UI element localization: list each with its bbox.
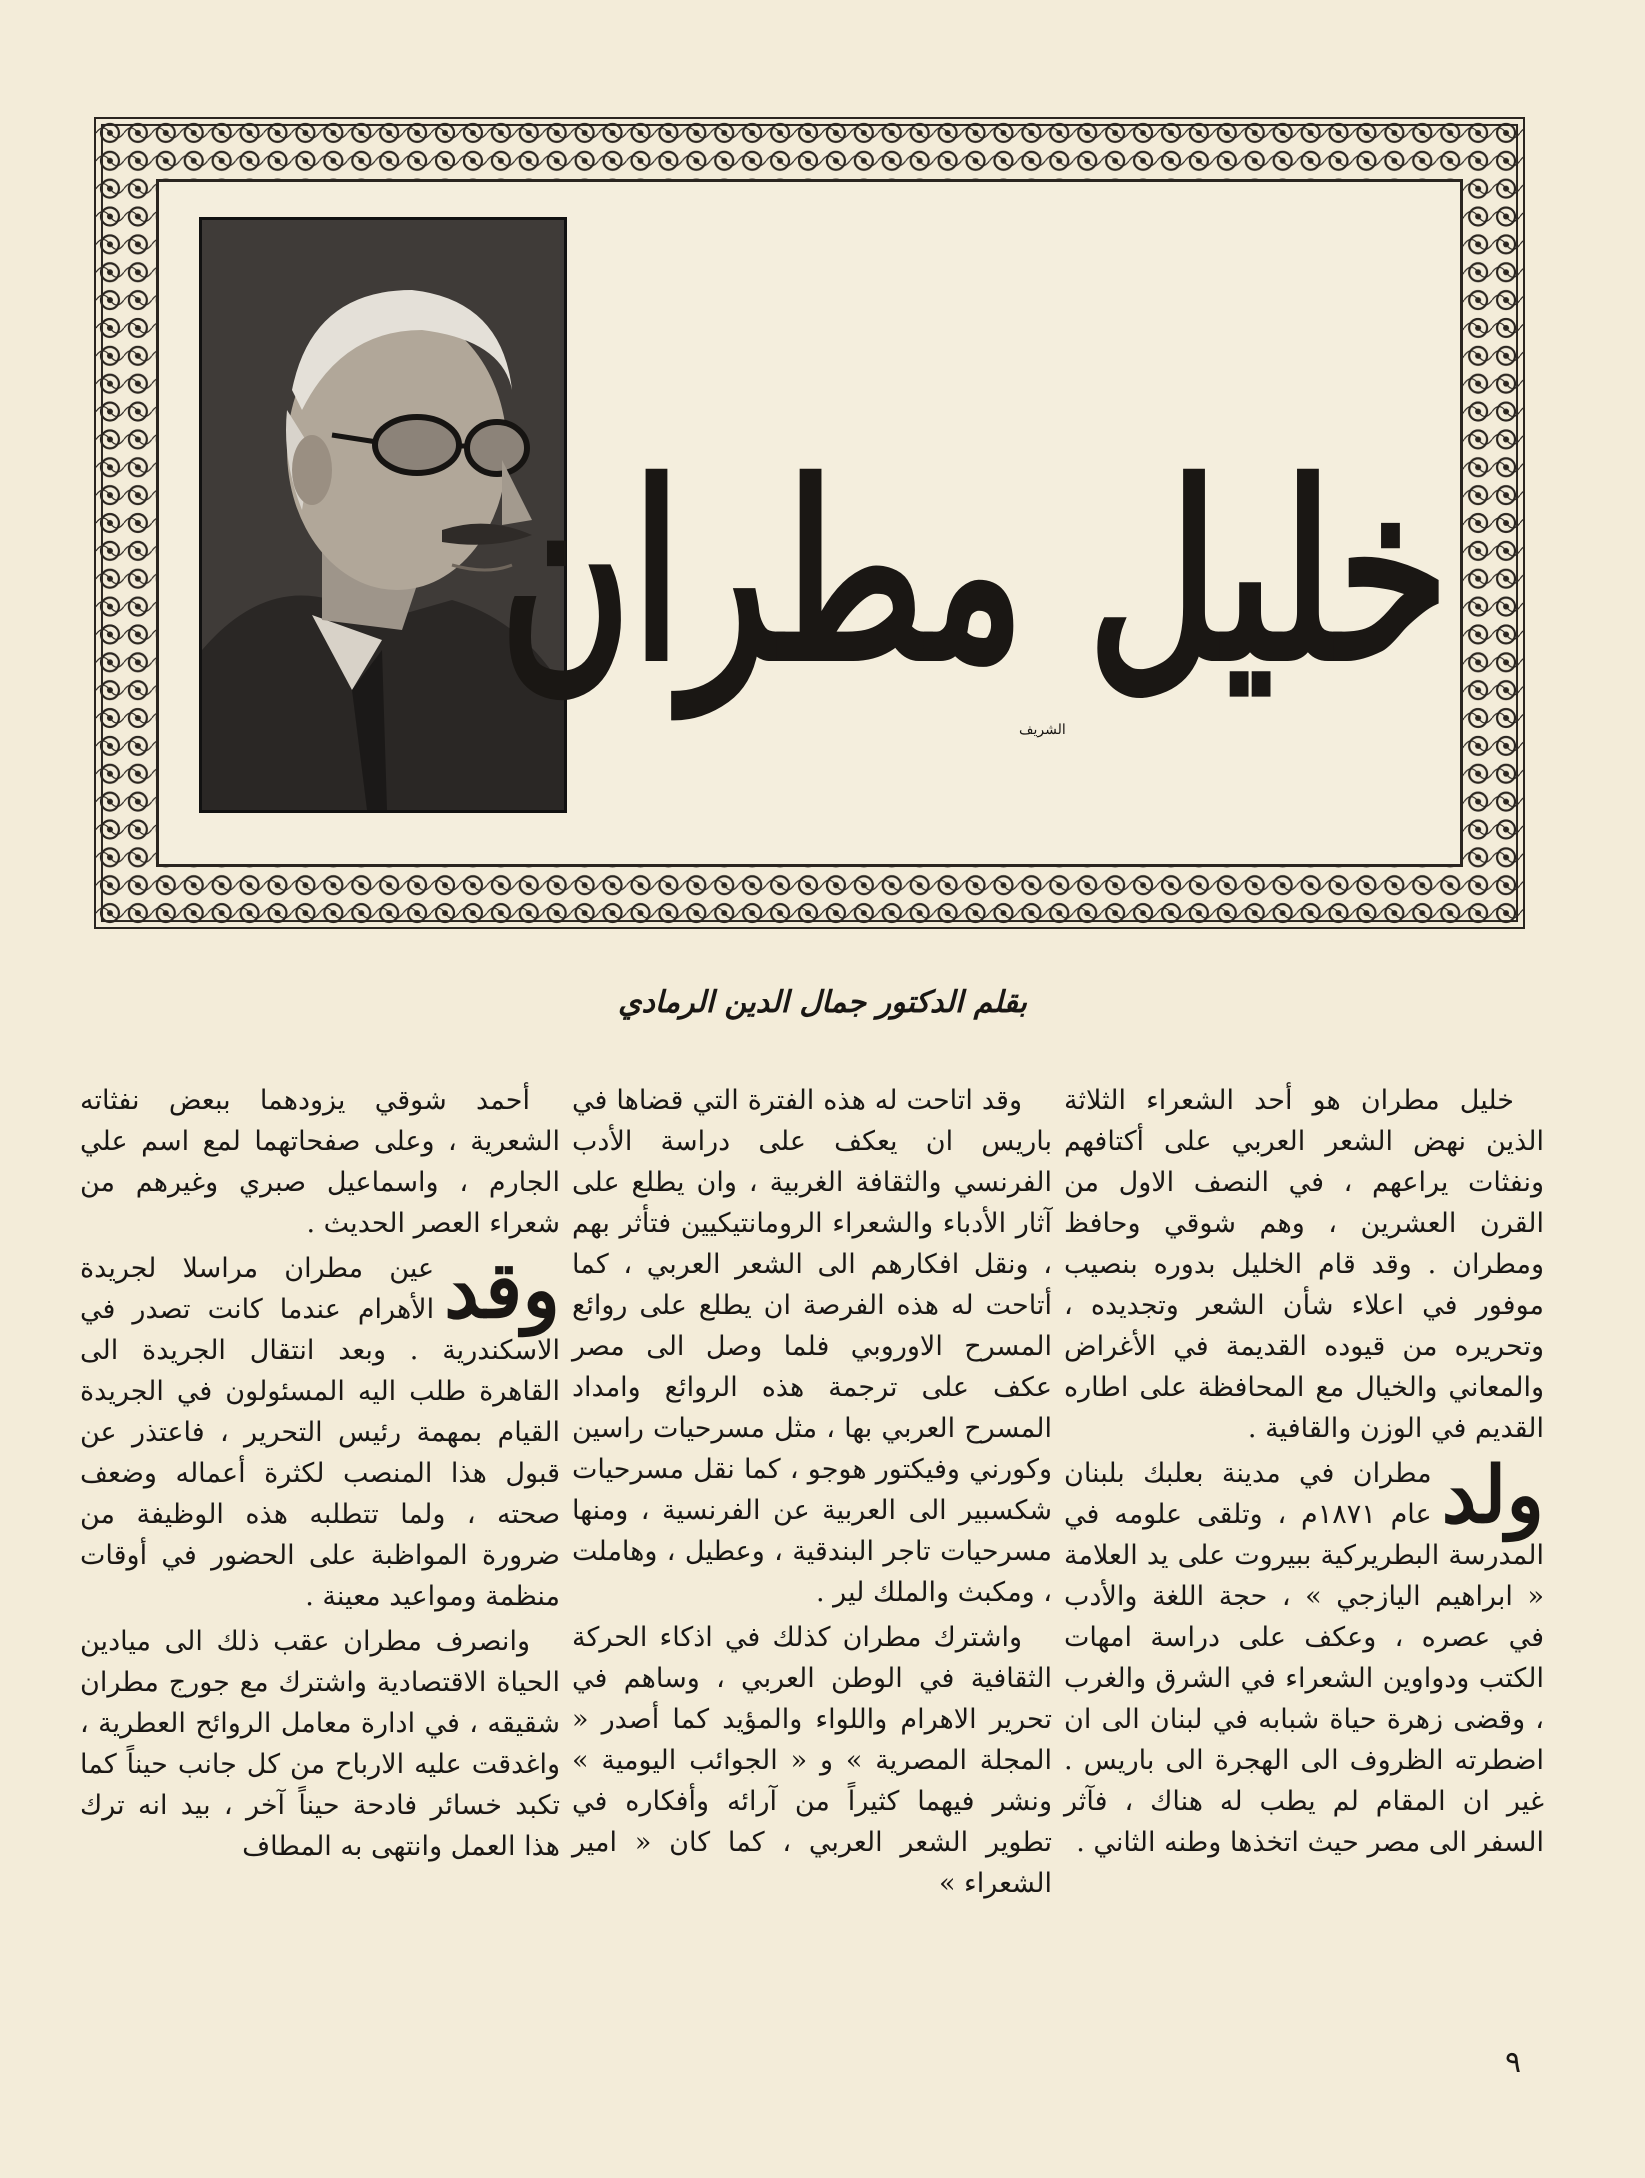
article-column-2 [572, 1080, 1052, 1908]
paragraph: وانصرف مطران عقب ذلك الى ميادين الحياة الاقتصادية واشترك مع جورج مطران شقيقه ، في ادارة معامل الروائح العطرية ، واغدقت عليه الارباح من كل جانب حيناً كما تكبد خسائر فادحة حيناً آخر ، بيد انه ترك هذا العمل وانتهى به المطاف [80, 1626, 560, 1862]
ornamental-frame [94, 117, 1525, 929]
paragraph-text: عين مطران مراسلا لجريدة الأهرام عندما كانت تصدر في الاسكندرية . وبعد انتقال الجريدة الى القاهرة طلب اليه المسئولون في الجريدة القيام بمهمة رئيس التحرير ، فاعتذر عن قبول هذا المنصب لكثرة أعماله وضعف صحته ، ولما تتطلبه هذه الوظيفة من ضرورة المواظبة على الحضور في أوقات منظمة ومواعيد معينة . [80, 1253, 560, 1612]
paragraph: خليل مطران هو أحد الشعراء الثلاثة الذين نهض الشعر العربي على أكتافهم ونفثات يراعهم ، في النصف الاول من القرن العشرين ، وهم شوقي وحافظ ومطران . وقد قام الخليل بدوره بنصيب موفور في اعلاء شأن الشعر وتجديده ، وتحريره من قيوده القديمة في الأغراض والمعاني والخيال مع المحافظة على اطاره القديم في الوزن والقافية . [1064, 1085, 1544, 1444]
paragraph: أحمد شوقي يزودهما ببعض نفثاته الشعرية ، وعلى صفحاتهما لمع اسم علي الجارم ، واسماعيل صبري وغيرهم من شعراء العصر الحديث . [80, 1085, 560, 1239]
byline: بقلم الدكتور جمال الدين الرمادي [617, 985, 1028, 1020]
drop-cap: ولد [1441, 1450, 1544, 1541]
calligrapher-signature: الشريف [1019, 722, 1066, 738]
calligraphic-title [499, 342, 1449, 762]
title-panel [156, 179, 1463, 867]
paragraph-dropcap [1064, 1450, 1544, 1863]
paragraph-dropcap [80, 1245, 560, 1617]
page-number: ٩ [1505, 2045, 1522, 2080]
paragraph: وقد اتاحت له هذه الفترة التي قضاها في باريس ان يعكف على دراسة الأدب الفرنسي والثقافة الغربية ، وان يطلع على آثار الأدباء والشعراء الرومانتيكيين فتأثر بهم ، ونقل افكارهم الى الشعر العربي ، كما أتاحت له هذه الفرصة ان يطلع على روائع المسرح الاوروبي فلما وصل الى مصر عكف على ترجمة هذه الروائع وامداد المسرح العربي بها ، مثل مسرحيات راسين وكورني وفيكتور هوجو ، كما نقل مسرحيات شكسبير الى العربية عن الفرنسية ، ومنها مسرحيات تاجر البندقية ، وعطيل ، وهاملت ، ومكبث والملك لير . [572, 1085, 1052, 1608]
article-column-3 [80, 1080, 560, 1871]
paragraph-text: مطران في مدينة بعلبك بلبنان عام ١٨٧١م ، وتلقى علومه في المدرسة البطريركية ببيروت على يد العلامة « ابراهيم اليازجي » ، حجة اللغة والأدب في عصره ، وعكف على دراسة امهات الكتب ودواوين الشعراء في الشرق والغرب ، وقضى زهرة حياة شبابه في لبنان الى ان اضطرته الظروف الى الهجرة الى باريس . غير ان المقام لم يطب له هناك ، فآثر السفر الى مصر حيث اتخذها وطنه الثاني . [1064, 1458, 1544, 1858]
drop-cap: وقد [444, 1245, 560, 1336]
paragraph: واشترك مطران كذلك في اذكاء الحركة الثقافية في الوطن العربي ، وساهم في تحرير الاهرام واللواء والمؤيد كما أصدر « المجلة المصرية » و « الجوائب اليومية » ونشر فيهما كثيراً من آرائه وأفكاره في تطوير الشعر العربي ، كما كان « امير الشعراء » [572, 1622, 1052, 1899]
title-text: خليل مطران [499, 430, 1449, 716]
article-column-1 [1064, 1080, 1544, 1867]
